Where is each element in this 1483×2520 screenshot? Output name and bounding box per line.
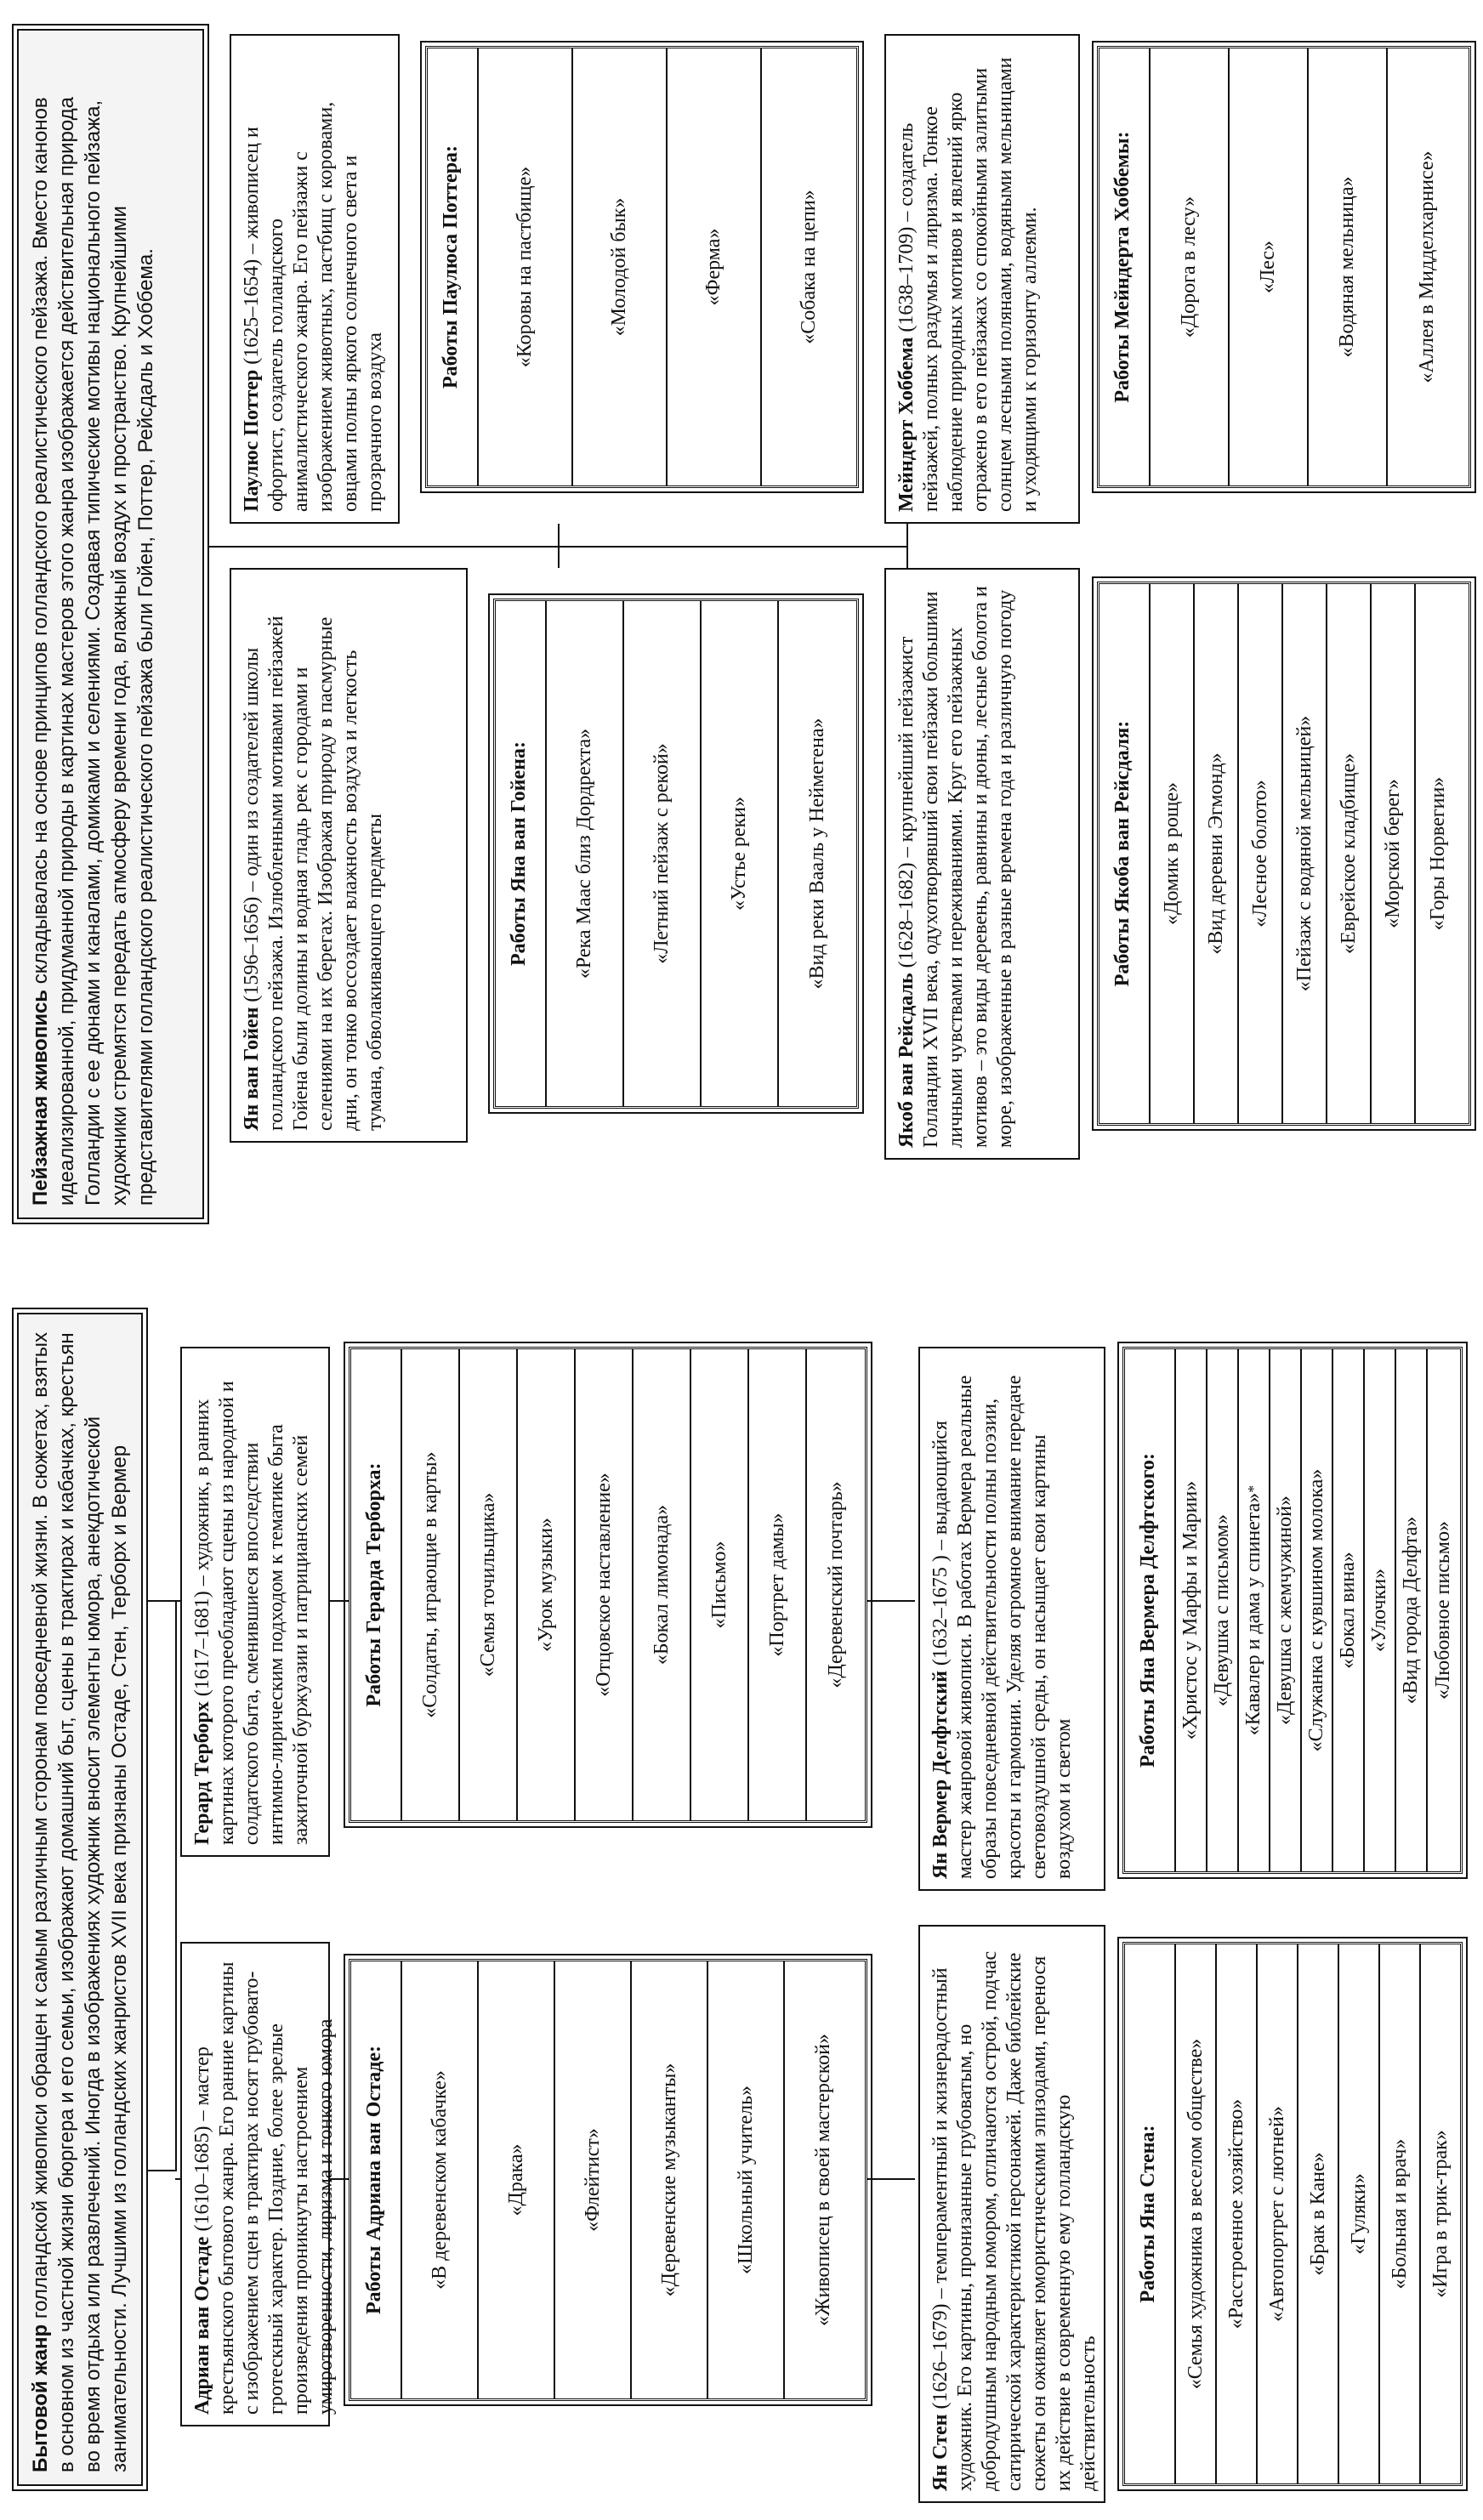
painter-name: Мейндерт Хоббема [895, 337, 918, 512]
painter-bio: – выдающийся мастер жанровой живописи. В работах Вермера реальные образы повседневной действительности полны поэзии, красоты и гармонии. Уделяя огромное внимание передаче световоздушной среды, он насыщает свои картины воздухом и светом [929, 1375, 1075, 1879]
genre-intro-title: Бытовой жанр [29, 2324, 52, 2472]
work-item: «Любовное письмо» [1432, 1521, 1454, 1700]
work-item: «Драка» [479, 1961, 555, 2398]
painter-bio: – темпераментный и жизнерадостный художник. Его картины, пронизанные грубоватым, но добродушным народным юмором, отличаются острой, подчас сатирической характеристикой персонажей. Даже библейские сюжеты он оживляет юмористическими эпизодами, перенося их действие в современную ему голландскую действительность [929, 1950, 1099, 2491]
work-item: «Гуляки» [1339, 1944, 1380, 2483]
work-item: «Горы Норвегии» [1426, 776, 1449, 931]
works-box-goyen [493, 599, 859, 1109]
work-item: «Флейтист» [555, 1961, 632, 2398]
painter-name: Адриан ван Остаде [191, 2236, 213, 2415]
work-item: «Аллея в Мидделхарнисе» [1416, 150, 1438, 383]
landscape-intro-title: Пейзажная живопись [29, 989, 52, 1206]
work-item: «Молодой бык» [573, 48, 668, 485]
works-box-vermeer [1122, 1347, 1463, 1874]
footnote-star: * [1245, 1484, 1262, 1493]
work-item: «Девушка с жемчужиной» [1270, 1349, 1302, 1871]
painter-box-ruisdael [884, 568, 1080, 1160]
work-item: «Водяная мельница» [1309, 48, 1388, 485]
work-item: «Служанка с кувшином молока» [1302, 1349, 1333, 1871]
painter-box-steen [918, 1925, 1105, 2503]
work-item: «Больная и врач» [1380, 1944, 1421, 2483]
genre-intro-text: голландской живописи обращен к самым различным сторонам повседневной жизни. В сюжетах, взятых в основном из частной жизни бюргера и его семьи, изображают домашний быт, сцены в трактирах и кабачках, крестьян во время отдыха или развлечений. Иногда в изображениях художник вносит элементы юмора, анекдотической занимательности. Лучшими из голландских жанристов XVII века признаны Остаде, Стен, Терборх и Вермер [29, 1331, 131, 2472]
painter-name: Герард Терборх [191, 1701, 213, 1845]
connector-line [175, 1600, 177, 2171]
works-title: Работы Яна Стена: [1125, 1944, 1176, 2483]
connector-line [558, 524, 560, 568]
work-item: «Брак в Кане» [1298, 1944, 1339, 2483]
work-item: «Урок музыки» [518, 1349, 576, 1820]
work-item: «Игра в трик-трак» [1429, 2130, 1452, 2298]
painter-bio: – создатель пейзажей, полных раздумья и лиризма. Тонкое наблюдение природных мотивов и явлений ярко отражено в его пейзажах со спокойными залитыми солнцем лесными полянами, водяными мельницами и уходящими к горизонту аллеями. [895, 57, 1041, 512]
painter-box-ostade [180, 1942, 337, 2426]
work-item: «Вид реки Вааль у Неймегена» [806, 718, 828, 990]
works-title: Работы Адриана ван Остаде: [351, 1961, 402, 2398]
work-item: «Деревенские музыканты» [632, 1961, 708, 2398]
painter-bio: – крупнейший пейзажист Голландии XVII века, одухотворявший свои пейзажи большими личными чувствами и переживаниями. Круг его пейзажных мотивов – это виды деревень, равнины и дюны, лесные болота и море, изображенные в разные времена года и различную погоду [895, 586, 1016, 1148]
painter-box-terborch [180, 1347, 330, 1857]
painter-box-goyen [230, 568, 468, 1143]
works-box-steen [1122, 1942, 1463, 2486]
work-item: «Река Маас близ Дордрехта» [547, 601, 624, 1106]
work-item: «Письмо» [691, 1349, 749, 1820]
works-box-hobbema [1097, 46, 1471, 488]
work-item: «Автопортрет с лютней» [1258, 1944, 1298, 2483]
work-item: «Деревенский почтарь» [824, 1481, 847, 1689]
works-box-potter [425, 46, 859, 488]
work-item: «Устье реки» [702, 601, 779, 1106]
painter-dates: (1617–1681) [191, 1591, 213, 1697]
painter-name: Ян Стен [929, 2414, 952, 2491]
works-title: Работы Герарда Терборха: [351, 1349, 402, 1820]
work-item: «Вид города Делфта» [1396, 1349, 1428, 1871]
painter-bio: – мастер крестьянского бытового жанра. Его ранние картины с изображением сцен в трактирах носят грубовато-гротескный характер. Поздние, более зрелые произведения проникнуты настроением умиротворенности, лиризма и тонкого юмора [191, 1961, 337, 2415]
work-item: «Коровы на пастбище» [479, 48, 573, 485]
work-item: «Домик в роще» [1151, 584, 1195, 1123]
painter-bio: – художник, в ранних картинах которого преобладают сцены из народной и солдатского быта, сменившиеся впоследствии интимно-лирическим подходом к тематике быта зажиточной буржуазии и патрицианских семей [191, 1381, 312, 1845]
work-item: «Школьный учитель» [708, 1961, 785, 2398]
work-item: «Морской берег» [1372, 584, 1416, 1123]
work-item [1239, 1349, 1270, 1871]
work-item: «Бокал лимонада» [634, 1349, 691, 1820]
work-item: «Улочки» [1365, 1349, 1396, 1871]
work-item: «В деревенском кабачке» [402, 1961, 479, 2398]
work-item: «Вид деревни Эгмонд» [1195, 584, 1239, 1123]
work-item: «Семья точильщика» [460, 1349, 518, 1820]
work-item: «Расстроенное хозяйство» [1217, 1944, 1258, 2483]
work-item: «Отцовское наставление» [576, 1349, 634, 1820]
painter-name: Якоб ван Рейсдаль [895, 973, 918, 1148]
work-item: «Христос у Марфы и Марии» [1176, 1349, 1207, 1871]
painter-box-hobbema [884, 34, 1080, 524]
work-item: «Пейзаж с водяной мельницей» [1283, 584, 1327, 1123]
connector-line [146, 2170, 177, 2171]
works-title: Работы Паулюса Поттера: [428, 48, 479, 485]
work-item: «Собака на цепи» [798, 190, 820, 344]
work-item: «Живописец в своей мастерской» [811, 2034, 834, 2326]
work-item: «Ферма» [668, 48, 762, 485]
work-item: «Дорога в лесу» [1151, 48, 1230, 485]
work-item: «Бокал вина» [1333, 1349, 1365, 1871]
painter-name: Паулюс Поттер [241, 369, 263, 512]
connector-line [209, 546, 651, 548]
painter-dates: (1626–1679) [929, 2303, 952, 2409]
painter-dates: (1625–1654) [241, 258, 263, 365]
painter-dates: (1628–1682) [895, 862, 918, 968]
works-box-terborch [349, 1347, 867, 1823]
work-item: «Еврейское кладбище» [1327, 584, 1372, 1123]
work-item: «Семья художника в веселом обществе» [1176, 1944, 1217, 2483]
painter-dates: (1638–1709) [895, 226, 918, 332]
work-item-text: «Кавалер и дама у спинета» [1242, 1492, 1264, 1736]
landscape-intro-box [17, 29, 204, 1219]
painter-box-vermeer [918, 1347, 1105, 1891]
work-item: «Девушка с письмом» [1207, 1349, 1239, 1871]
painter-bio: – один из создателей школы голландского пейзажа. Излюбленными мотивами пейзажей Гойена были долины и водная гладь рек с городами и селениями на их берегах. Изображая природу в пасмурные дни, он тонко воссоздает влажность воздуха и легкость тумана, обволакивающего предметы [241, 616, 386, 1131]
work-item: «Портрет дамы» [749, 1349, 807, 1820]
work-item: «Солдаты, играющие в карты» [402, 1349, 460, 1820]
works-title: Работы Яна ван Гойена: [496, 601, 547, 1106]
works-title: Работы Мейндерта Хоббемы: [1099, 48, 1151, 485]
painter-dates: (1632–1675 ) [929, 1555, 952, 1666]
works-box-ostade [349, 1959, 867, 2401]
connector-line [651, 546, 906, 548]
connector-line [146, 1600, 177, 1602]
works-box-ruisdael [1097, 582, 1471, 1126]
connector-line [906, 524, 908, 568]
genre-intro-box [17, 1313, 143, 2486]
landscape-intro-text: складывалась на основе принципов голландского реалистического пейзажа. Вместо канонов идеализированной, придуманной природы в картинах мастеров этого жанра изображается действительная природа Голландии с ее дюнами и каналами, домиками и селениями. Создавая типические мотивы национального пейзажа, художники стремятся передать атмосферу времени года, влажный воздух и пространство. Крупнейшими представителями голландского реалистического пейзажа были Гойен, Поттер, Рейсдаль и Хоббема. [29, 96, 157, 1206]
painter-name: Ян Вермер Делфтский [929, 1671, 952, 1879]
painter-dates: (1610–1685) [191, 2126, 213, 2232]
work-item: «Летний пейзаж с рекой» [624, 601, 702, 1106]
painter-dates: (1596–1656) [241, 896, 263, 1002]
works-title: Работы Якоба ван Рейсдаля: [1099, 584, 1151, 1123]
painter-box-potter [230, 34, 400, 524]
works-title: Работы Яна Вермера Делфтского: [1125, 1349, 1176, 1871]
painter-name: Ян ван Гойен [241, 1007, 263, 1131]
work-item: «Лес» [1230, 48, 1309, 485]
painter-bio: – живописец и офортист, создатель голландского анималистического жанра. Его пейзажи с изображением животных, пастбищ с коровами, овцами полны яркого солнечного света и прозрачного воздуха [241, 101, 386, 512]
work-item: «Лесное болото» [1239, 584, 1283, 1123]
